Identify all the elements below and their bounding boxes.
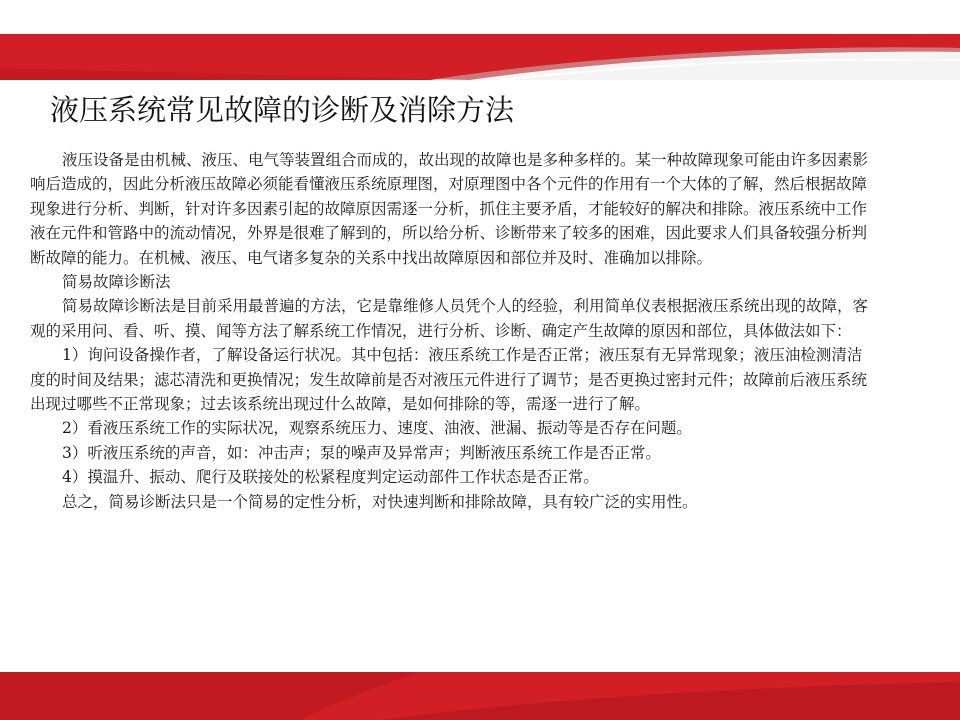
step-listen: 3）听液压系统的声音，如：冲击声；泵的噪声及异常声；判断液压系统工作是否正常。 bbox=[62, 443, 661, 462]
bottom-decor-band bbox=[0, 672, 960, 720]
paragraph-summary: 总之，简易诊断法只是一个简易的定性分析，对快速判断和排除故障，具有较广泛的实用性。 bbox=[62, 492, 698, 511]
body-text bbox=[30, 148, 870, 514]
step-touch: 4）摸温升、振动、爬行及联接处的松紧程度判定运动部件工作状态是否正常。 bbox=[62, 468, 599, 487]
slide-title: 液压系统常见故障的诊断及消除方法 bbox=[50, 93, 515, 127]
paragraph-method: 简易故障诊断法是目前采用最普遍的方法，它是靠维修人员凭个人的经验，利用简单仪表根据液压系统出现的故障，客观的采用问、看、听、摸、闻等方法了解系统工作情况，进行分析、诊断、确定产生故障的原因和部位，具体做法如下： bbox=[30, 297, 869, 340]
step-ask: 1）询问设备操作者，了解设备运行状况。其中包括：液压系统工作是否正常；液压泵有无异常现象；液压油检测清洁度的时间及结果；滤芯清洗和更换情况；发生故障前是否对液压元件进行了调节；是否更换过密封元件；故障前后液压系统出现过哪些不正常现象；过去该系统出现过什么故障，是如何排除的等，需逐一进行了解。 bbox=[30, 346, 868, 414]
section-heading: 简易故障诊断法 bbox=[62, 273, 171, 292]
paragraph-intro: 液压设备是由机械、液压、电气等装置组合而成的，故出现的故障也是多种多样的。某一种故障现象可能由许多因素影响后造成的，因此分析液压故障必须能看懂液压系统原理图，对原理图中各个元件的作用有一个大体的了解，然后根据故障现象进行分析、判断，针对许多因素引起的故障原因需逐一分析，抓住主要矛盾，才能较好的解决和排除。液压系统中工作液在元件和管路中的流动情况，外界是很难了解到的，所以给分析、诊断带来了较多的困难，因此要求人们具备较强分析判断故障的能力。在机械、液压、电气诸多复杂的关系中找出故障原因和部位并及时、准确加以排除。 bbox=[30, 151, 869, 267]
step-look: 2）看液压系统工作的实际状况，观察系统压力、速度、油液、泄漏、振动等是否存在问题。 bbox=[62, 419, 692, 438]
top-decor-band bbox=[0, 0, 960, 80]
